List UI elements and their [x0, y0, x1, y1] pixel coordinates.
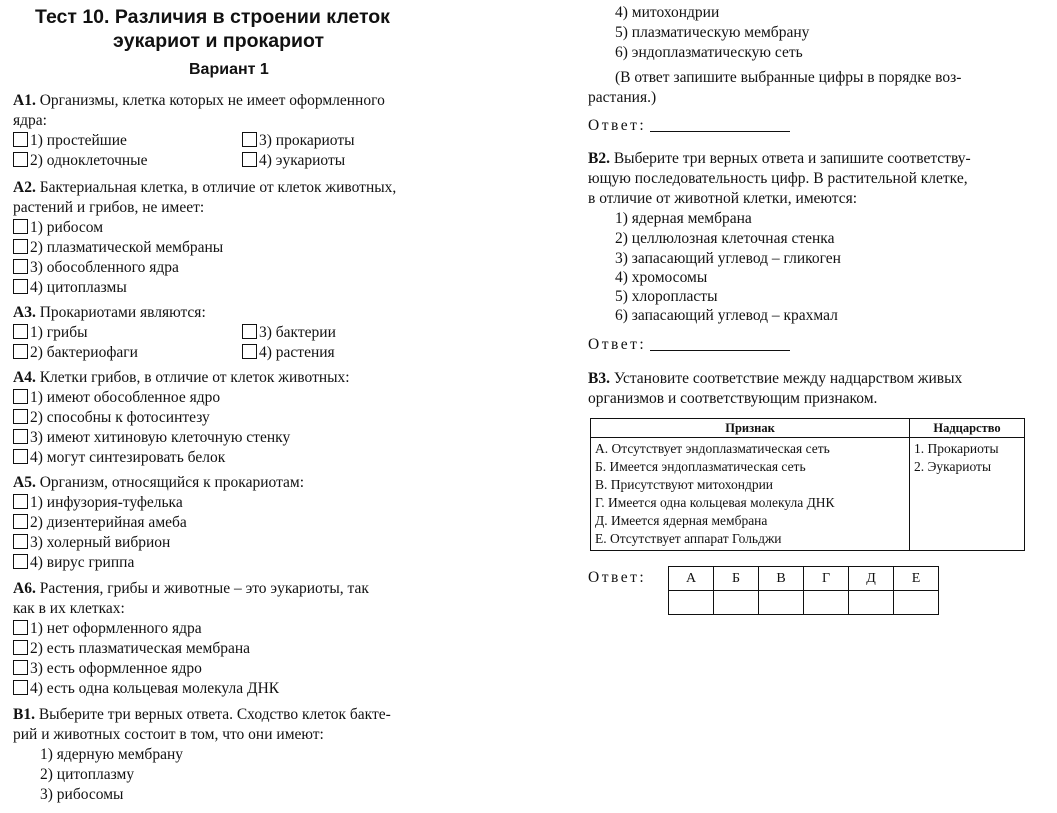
answer-letter: Д: [849, 567, 894, 591]
option-b1-4: 4) митохондрии: [615, 4, 720, 21]
b3-col-kingdom: Надцарство: [910, 419, 1025, 438]
answer-letter: Г: [804, 567, 849, 591]
b3-table: [590, 418, 1025, 551]
option-a4-1[interactable]: 1) имеют обособленное ядро: [13, 388, 220, 408]
checkbox[interactable]: [13, 259, 28, 274]
answer-cell[interactable]: [804, 591, 849, 615]
option-a4-3[interactable]: 3) имеют хитиновую клеточную стенку: [13, 428, 290, 448]
sign-item: В. Присутствуют митохондрии: [595, 477, 774, 492]
checkbox[interactable]: [13, 409, 28, 424]
checkbox[interactable]: [13, 219, 28, 234]
b1-note: (В ответ запишите выбранные цифры в порядке воз-: [615, 69, 962, 86]
option-a3-4[interactable]: 4) растения: [242, 343, 335, 363]
answer-letter: В: [759, 567, 804, 591]
option-a1-2[interactable]: 2) одноклеточные: [13, 151, 147, 171]
checkbox[interactable]: [13, 152, 28, 167]
checkbox[interactable]: [242, 132, 257, 147]
answer-line[interactable]: [650, 131, 790, 132]
option-a5-2[interactable]: 2) дизентерийная амеба: [13, 513, 187, 533]
option-a4-2[interactable]: 2) способны к фотосинтезу: [13, 408, 210, 428]
option-b2-4: 4) хромосомы: [615, 269, 708, 286]
checkbox[interactable]: [242, 324, 257, 339]
kingdom-item: 2. Эукариоты: [914, 459, 992, 474]
option-a5-4[interactable]: 4) вирус гриппа: [13, 553, 134, 573]
checkbox[interactable]: [13, 389, 28, 404]
question-b3-cont: организмов и соответствующим признаком.: [588, 390, 878, 407]
option-b1-2: 2) цитоплазму: [40, 766, 135, 783]
option-a3-1[interactable]: 1) грибы: [13, 323, 88, 343]
b1-answer[interactable]: Ответ:: [588, 116, 790, 136]
b1-note-cont: растания.): [588, 89, 657, 106]
sign-item: Г. Имеется одна кольцевая молекула ДНК: [595, 495, 835, 510]
checkbox[interactable]: [13, 640, 28, 655]
question-a1-cont: ядра:: [13, 112, 47, 129]
question-a5: А5. Организм, относящийся к прокариотам:: [13, 474, 305, 491]
question-b3: В3. Установите соответствие между надцарством живых: [588, 370, 963, 387]
option-b1-5: 5) плазматическую мембрану: [615, 24, 810, 41]
option-b1-3: 3) рибосомы: [40, 786, 124, 803]
option-b2-5: 5) хлоропласты: [615, 288, 718, 305]
checkbox[interactable]: [242, 344, 257, 359]
question-a4: А4. Клетки грибов, в отличие от клеток животных:: [13, 369, 350, 386]
question-a6-cont: как в их клетках:: [13, 600, 125, 617]
b2-answer[interactable]: Ответ:: [588, 335, 790, 355]
b3-signs-cell: [591, 438, 910, 551]
sign-item: Д. Имеется ядерная мембрана: [595, 513, 768, 528]
b3-answer-grid: [668, 566, 939, 615]
checkbox[interactable]: [13, 534, 28, 549]
checkbox[interactable]: [242, 152, 257, 167]
checkbox[interactable]: [13, 239, 28, 254]
answer-cell[interactable]: [894, 591, 939, 615]
checkbox[interactable]: [13, 554, 28, 569]
checkbox[interactable]: [13, 680, 28, 695]
question-b2: В2. Выберите три верных ответа и запишите соответству-: [588, 150, 971, 167]
option-a6-2[interactable]: 2) есть плазматическая мембрана: [13, 639, 250, 659]
answer-line[interactable]: [650, 350, 790, 351]
option-a6-4[interactable]: 4) есть одна кольцевая молекула ДНК: [13, 679, 279, 699]
sign-item: А. Отсутствует эндоплазматическая сеть: [595, 441, 830, 456]
answer-cell[interactable]: [759, 591, 804, 615]
option-a3-2[interactable]: 2) бактериофаги: [13, 343, 138, 363]
question-a3: А3. Прокариотами являются:: [13, 304, 206, 321]
option-a2-1[interactable]: 1) рибосом: [13, 218, 103, 238]
option-b2-1: 1) ядерная мембрана: [615, 210, 752, 227]
checkbox[interactable]: [13, 429, 28, 444]
option-b2-6: 6) запасающий углевод – крахмал: [615, 307, 838, 324]
option-b1-6: 6) эндоплазматическую сеть: [615, 44, 803, 61]
question-b2-cont: ющую последовательность цифр. В растительной клетке,: [588, 170, 968, 187]
checkbox[interactable]: [13, 494, 28, 509]
sign-item: Е. Отсутствует аппарат Гольджи: [595, 531, 782, 546]
option-a5-1[interactable]: 1) инфузория-туфелька: [13, 493, 183, 513]
option-a2-2[interactable]: 2) плазматической мембраны: [13, 238, 223, 258]
answer-letter: Б: [714, 567, 759, 591]
question-a2: А2. Бактериальная клетка, в отличие от клеток животных,: [13, 179, 397, 196]
option-a1-1[interactable]: 1) простейшие: [13, 131, 127, 151]
question-b1: В1. Выберите три верных ответа. Сходство клеток бакте-: [13, 706, 391, 723]
page-title: Тест 10. Различия в строении клеток: [35, 6, 390, 28]
checkbox[interactable]: [13, 324, 28, 339]
option-a6-1[interactable]: 1) нет оформленного ядра: [13, 619, 202, 639]
option-b2-3: 3) запасающий углевод – гликоген: [615, 250, 841, 267]
answer-cell[interactable]: [849, 591, 894, 615]
option-a1-3[interactable]: 3) прокариоты: [242, 131, 355, 151]
option-b2-2: 2) целлюлозная клеточная стенка: [615, 230, 835, 247]
option-a3-3[interactable]: 3) бактерии: [242, 323, 336, 343]
option-a2-4[interactable]: 4) цитоплазмы: [13, 278, 127, 298]
question-a6: А6. Растения, грибы и животные – это эукариоты, так: [13, 580, 369, 597]
question-b1-cont: рий и животных состоит в том, что они имеют:: [13, 726, 324, 743]
checkbox[interactable]: [13, 279, 28, 294]
option-a6-3[interactable]: 3) есть оформленное ядро: [13, 659, 202, 679]
sign-item: Б. Имеется эндоплазматическая сеть: [595, 459, 806, 474]
kingdom-item: 1. Прокариоты: [914, 441, 999, 456]
answer-cell[interactable]: [714, 591, 759, 615]
variant-label: Вариант 1: [189, 61, 269, 78]
checkbox[interactable]: [13, 344, 28, 359]
answer-letter: А: [669, 567, 714, 591]
b3-kingdoms-cell: [910, 438, 1025, 551]
answer-cell[interactable]: [669, 591, 714, 615]
b3-answer-label: Ответ:: [588, 569, 647, 586]
checkbox[interactable]: [13, 514, 28, 529]
b3-col-sign: Признак: [591, 419, 910, 438]
checkbox[interactable]: [13, 620, 28, 635]
question-a2-cont: растений и грибов, не имеет:: [13, 199, 205, 216]
question-a1: А1. Организмы, клетка которых не имеет оформленного: [13, 92, 385, 109]
checkbox[interactable]: [13, 660, 28, 675]
checkbox[interactable]: [13, 132, 28, 147]
option-a4-4[interactable]: 4) могут синтезировать белок: [13, 448, 225, 468]
question-b2-cont2: в отличие от животной клетки, имеются:: [588, 190, 858, 207]
answer-letter: Е: [894, 567, 939, 591]
page-title-line2: эукариот и прокариот: [113, 30, 324, 52]
checkbox[interactable]: [13, 449, 28, 464]
option-a1-4[interactable]: 4) эукариоты: [242, 151, 345, 171]
option-b1-1: 1) ядерную мембрану: [40, 746, 183, 763]
option-a2-3[interactable]: 3) обособленного ядра: [13, 258, 179, 278]
option-a5-3[interactable]: 3) холерный вибрион: [13, 533, 170, 553]
